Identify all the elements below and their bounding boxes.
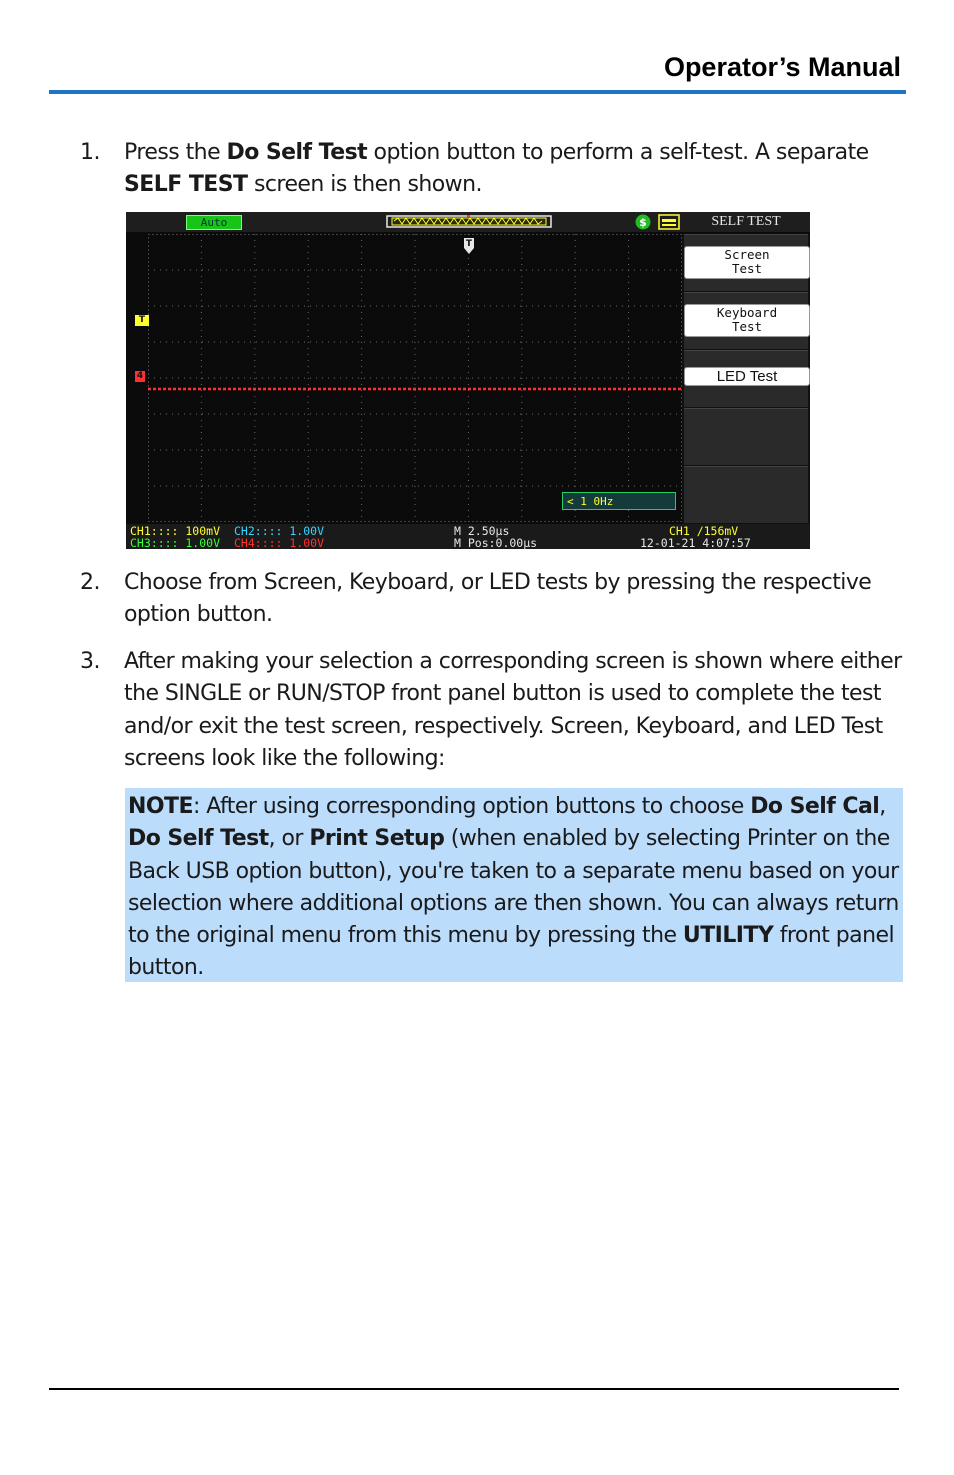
step-text xyxy=(124,646,910,775)
text-run: , or xyxy=(268,826,310,852)
scope-status-bar xyxy=(126,524,810,549)
text-run: (when enabled by selecting Printer on the Back USB option button), you're taken to a separate menu based on your selection where additional options are then shown. You can always return to the original menu from this menu by pressing the xyxy=(128,826,899,949)
ch4-scale: CH4:::: 1.00V xyxy=(234,536,325,549)
header-rule xyxy=(49,90,906,94)
step-2 xyxy=(80,567,910,632)
option-menu xyxy=(682,234,810,524)
ch3-scale: CH3:::: 1.00V xyxy=(130,536,221,549)
keyboard-test-button[interactable]: Keyboard Test xyxy=(684,304,810,337)
ch4-ground-marker: 4 xyxy=(136,371,144,381)
step-number: 2. xyxy=(80,570,100,595)
text-run: screen is then shown. xyxy=(247,172,482,198)
text-run: Choose from Screen, Keyboard, or LED tests by pressing the respective option button. xyxy=(124,570,872,628)
usb-icon xyxy=(634,214,652,230)
step-number: 3. xyxy=(80,649,100,674)
text-run: Press the xyxy=(124,140,227,165)
step-text xyxy=(124,567,910,632)
printer-icon xyxy=(658,214,680,230)
step-1 xyxy=(80,137,910,202)
led-test-button[interactable]: LED Test xyxy=(684,367,810,386)
bold-text: NOTE xyxy=(128,794,193,819)
trigger-readout: CH1 ∕156mV xyxy=(669,524,739,538)
bold-text: Do Self Test xyxy=(226,140,368,165)
trigger-mode-badge: Auto xyxy=(186,215,242,230)
bold-text: SELF TEST xyxy=(124,172,248,198)
svg-text:$: $ xyxy=(639,216,647,229)
timebase: M 2.50μs xyxy=(454,524,510,538)
step-text xyxy=(124,137,910,202)
step-3 xyxy=(80,646,910,775)
frequency-value: < 1 0Hz xyxy=(567,495,614,508)
bold-text: UTILITY xyxy=(682,923,774,949)
menu-title: SELF TEST xyxy=(711,214,781,229)
header-title: Operator’s Manual xyxy=(663,52,901,82)
bold-text: Do Self Test xyxy=(128,826,269,852)
trigger-position-marker: T xyxy=(464,238,474,254)
frequency-readout xyxy=(562,492,676,510)
text-run: , xyxy=(879,794,886,819)
bold-text: Do Self Cal xyxy=(750,794,880,819)
memory-bar-icon xyxy=(386,215,554,229)
horizontal-position: M Pos:0.00μs xyxy=(454,536,538,549)
text-run: After making your selection a corresponding screen is shown where either the SINGLE or RUN/STOP front panel button is used to complete the test and/or exit the test screen, respectively. Screen, Keyboard, and LED Test screens look like the following: xyxy=(124,649,902,771)
ch1-scale: CH1:::: 100mV xyxy=(130,524,221,538)
text-run: option button to perform a self-test. A separate xyxy=(367,140,869,165)
scope-graticule xyxy=(148,234,682,522)
oscilloscope-screen xyxy=(126,212,810,549)
text-run: front panel button. xyxy=(128,923,895,981)
footer-rule xyxy=(49,1388,899,1390)
screen-test-button[interactable]: Screen Test xyxy=(684,246,810,279)
step-number: 1. xyxy=(80,140,100,165)
text-run: : After using corresponding option buttons to choose xyxy=(192,794,751,819)
note-box xyxy=(125,788,903,982)
ch2-scale: CH2:::: 1.00V xyxy=(234,524,325,538)
trigger-level-marker: T xyxy=(135,315,149,326)
bold-text: Print Setup xyxy=(309,826,445,852)
scope-top-bar xyxy=(126,212,810,232)
date-time: 12-01-21 4:07:57 xyxy=(640,536,751,549)
